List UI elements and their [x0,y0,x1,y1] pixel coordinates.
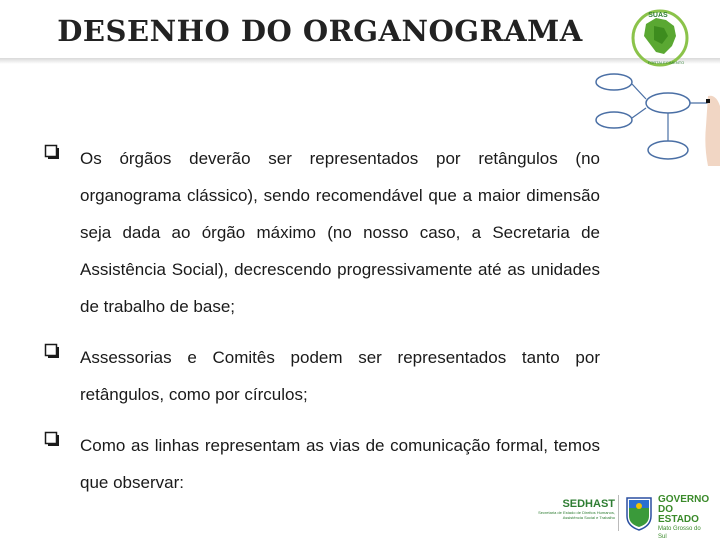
state-crest-icon [624,494,654,532]
gov-line1: GOVERNO [658,494,710,505]
sedhast-name: SEDHAST [562,498,615,510]
sedhast-subtitle: Secretaria de Estado de Direitos Humanos, Assistência Social e Trabalho [538,510,615,520]
title-bar [0,0,720,60]
footer-divider [618,495,619,531]
page-title: DESENHO DO ORGANOGRAMA [57,14,583,48]
government-logo [658,494,710,540]
bullet-item [44,339,600,413]
logo-subtext: FORTALECIMENTO [647,60,685,65]
gov-sub: Mato Grosso do Sul [658,526,701,540]
sedhast-logo [535,498,615,528]
hand-drawing-diagram-icon [590,66,720,166]
logo-text: SUAS [648,12,668,19]
title-shadow [0,58,720,64]
suas-logo-icon [630,6,690,68]
bullet-text: Como as linhas representam as vias de comunicação formal, temos que observar: [80,436,600,492]
hollow-square-bullet-icon [44,431,60,447]
bullet-text: Os órgãos deverão ser representados por retângulos (no organograma clássico), sendo recomendável que a maior dimensão seja dada ao órgão máximo (no nosso caso, a Secretaria de Assistência Social), decrescendo progressivamente até as unidades de trabalho de base; [80,149,600,316]
gov-line2: DO ESTADO [658,504,699,525]
hollow-square-bullet-icon [44,343,60,359]
bullet-text: Assessorias e Comitês podem ser representados tanto por retângulos, como por círculos; [80,348,600,404]
bullet-item [44,140,600,325]
hollow-square-bullet-icon [44,144,60,160]
bullet-list [44,140,600,515]
bullet-item [44,427,600,501]
